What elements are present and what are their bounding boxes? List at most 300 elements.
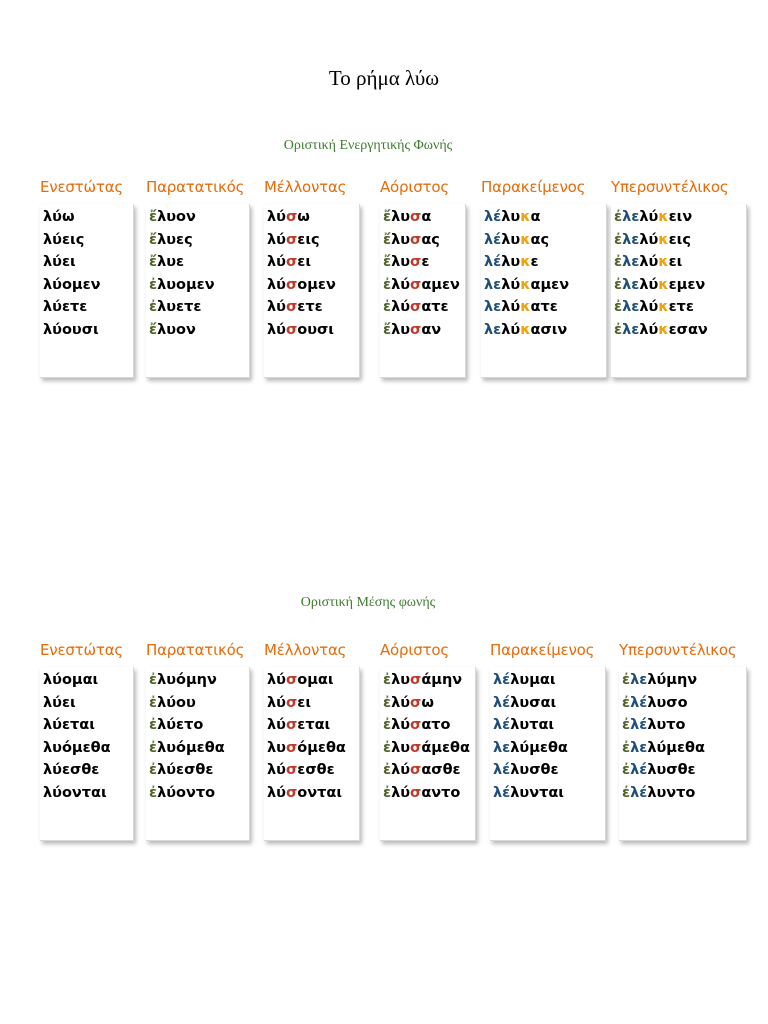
column-present [40,641,123,801]
verb-form-segment: λύ [501,276,521,293]
verb-form-segment: λέ [630,784,648,801]
verb-form-segment: λέ [493,672,511,688]
verb-form-segment: σ [410,254,422,271]
verb-form [149,319,249,342]
verb-form [484,229,606,252]
verb-form [622,759,746,782]
verb-form-segment: λυσαι [510,694,557,711]
verb-form-segment: ατε [530,299,558,316]
verb-form-segment: λύ [391,694,411,711]
verb-form-segment: ε [421,254,430,271]
verb-form-segment: λύμεθα [647,739,705,756]
column-aorist [380,641,470,801]
verb-form-segment: σ [285,254,298,271]
verb-form-segment: λυ [501,231,521,248]
verb-form-segment: σ [410,209,422,225]
forms-box [490,667,606,841]
verb-form-segment: εσθε [297,762,335,779]
verb-form-segment: ἐ [614,231,623,248]
section-title-middle: Οριστική Μέσης φωνής [300,595,436,610]
verb-form-segment: σ [410,299,422,316]
verb-form [484,274,606,297]
column-imperfect [146,178,245,338]
verb-form-segment: λύ [391,276,411,293]
verb-form-segment: άμεθα [421,739,470,756]
verb-form-segment: λύ [391,784,411,801]
verb-form-segment: λύ [501,321,521,338]
verb-form-segment: λέ [484,209,502,225]
forms-box [380,204,466,378]
verb-form-segment: ας [421,231,440,248]
verb-form-segment: λε [622,254,640,271]
verb-form-segment: ω [421,694,434,711]
verb-form [43,206,133,229]
verb-form [383,251,465,274]
verb-form-segment: λύονται [43,784,107,801]
verb-form-segment: ἐ [149,672,158,688]
verb-form-segment: ατε [421,299,449,316]
verb-form-segment: λε [630,672,648,688]
verb-form-segment: λύει [43,254,76,271]
verb-form [149,692,249,715]
verb-form-segment: κ [520,254,531,271]
verb-form-segment: ἔ [383,254,392,271]
verb-form-segment: λύ [267,254,286,271]
column-header: Παρατατικός [146,641,245,659]
forms-box [40,667,134,841]
verb-form [484,319,606,342]
verb-form-segment: ἐ [149,784,158,801]
verb-form [43,319,133,342]
verb-form-segment: λύουσι [43,321,99,338]
column-header: Μέλλοντας [264,641,347,659]
column-perfect [481,178,586,338]
verb-form-segment: λέ [484,254,502,271]
forms-box [619,667,747,841]
verb-form-segment: λύεις [43,231,85,248]
verb-form-segment: λύ [639,254,659,271]
verb-form-segment: λύ [267,672,286,688]
verb-form [267,251,359,274]
verb-form-segment: ἔ [383,231,392,248]
verb-form-segment: λυ [501,254,521,271]
verb-form-segment: λέ [493,717,511,734]
verb-form-segment: λυον [157,209,196,225]
column-pluperfect [611,178,729,338]
forms-box [264,667,360,841]
verb-form [267,229,359,252]
verb-form-segment: σ [410,762,422,779]
verb-form-segment: λυ [391,321,411,338]
forms-box [146,204,250,378]
verb-form-segment: σ [285,299,298,316]
verb-form-segment: λύ [639,321,659,338]
verb-form [43,669,133,692]
verb-form-segment: σ [285,321,298,338]
verb-form [614,319,746,342]
verb-form [622,714,746,737]
verb-form-segment: λύμεθα [510,739,568,756]
verb-form [43,782,133,805]
verb-form-segment: ω [297,209,310,225]
verb-form-segment: ἔ [149,321,158,338]
verb-form-segment: λύ [391,299,411,316]
verb-form-segment: ἐ [383,717,392,734]
column-header: Αόριστος [380,178,449,196]
verb-form [149,296,249,319]
verb-form [493,782,605,805]
verb-form-segment: ουσι [297,321,334,338]
verb-form-segment: ἐ [149,276,158,293]
verb-form-segment: ἐ [383,784,392,801]
verb-form-segment: λύ [639,299,659,316]
verb-form-segment: σ [410,276,422,293]
column-header: Μέλλοντας [264,178,347,196]
verb-form-segment: αμεν [421,276,460,293]
verb-form [484,251,606,274]
verb-form-segment: λυόμην [157,672,217,688]
verb-form-segment: εις [297,231,320,248]
column-header: Ενεστώτας [40,178,123,196]
verb-form-segment: ἐ [383,672,392,688]
verb-form-segment: λύ [267,321,286,338]
verb-form-segment: ἐ [614,321,623,338]
verb-form-segment: κ [520,276,531,293]
verb-form-segment: ἐ [622,717,631,734]
column-imperfect [146,641,245,801]
verb-form-segment: ἐ [614,209,623,225]
verb-form-segment: κ [520,231,531,248]
verb-form [383,669,475,692]
verb-form [614,274,746,297]
verb-form-segment: σ [410,694,422,711]
verb-form-segment: λυσθε [647,762,696,779]
verb-form-segment: λε [484,299,502,316]
verb-form [267,714,359,737]
section-title-active: Οριστική Ενεργητικής Φωνής [283,138,453,153]
verb-form-segment: εις [668,231,691,248]
verb-form-segment: λε [484,276,502,293]
verb-form-segment: ἐ [149,717,158,734]
verb-form [383,296,465,319]
verb-form [149,251,249,274]
verb-form [383,229,465,252]
verb-form-segment: ἐ [622,762,631,779]
verb-form-segment: σ [285,784,298,801]
verb-form-segment: ετε [668,299,695,316]
verb-form [149,737,249,760]
verb-form-segment: ομεν [297,276,336,293]
verb-form-segment: λέ [493,784,511,801]
verb-form [383,714,475,737]
verb-form-segment: ἐ [149,299,158,316]
verb-form-segment: σ [285,276,298,293]
verb-form-segment: λύομεν [43,276,101,293]
verb-form-segment: λύ [391,762,411,779]
verb-form-segment: λυ [501,209,521,225]
verb-form-segment: ἔ [149,209,158,225]
verb-form [383,319,465,342]
verb-form [383,692,475,715]
column-header: Παρακείμενος [490,641,595,659]
verb-form-segment: ἐ [622,739,631,756]
verb-form-segment: λύ [639,231,659,248]
verb-form-segment: ἐ [383,762,392,779]
forms-box [611,204,747,378]
verb-form [493,669,605,692]
verb-form [43,274,133,297]
verb-form [622,669,746,692]
verb-form-segment: λυται [510,717,555,734]
verb-form-segment: ας [530,231,550,248]
forms-box [146,667,250,841]
column-present [40,178,123,338]
verb-form [149,714,249,737]
forms-box [380,667,476,841]
page-title: Το ρήμα λύω [328,66,440,90]
verb-form [622,782,746,805]
verb-form-segment: λυόμεθα [157,739,225,756]
verb-form-segment: λύου [157,694,196,711]
verb-form-segment: λυ [391,739,411,756]
column-header: Υπερσυντέλικος [619,641,737,659]
verb-form [484,206,606,229]
verb-form-segment: λύ [267,231,286,248]
verb-form-segment: ἔ [383,321,392,338]
verb-form-segment: ἐ [622,784,631,801]
verb-form-segment: ασθε [421,762,461,779]
verb-form-segment: λε [622,231,640,248]
verb-form-segment: ει [297,694,311,711]
verb-form [267,319,359,342]
verb-form-segment: ἐ [383,276,392,293]
verb-form-segment: ἐ [614,276,623,293]
verb-form-segment: ει [668,254,683,271]
verb-form-segment: σ [410,321,422,338]
verb-form-segment: κ [658,254,669,271]
verb-form [267,274,359,297]
verb-form [43,737,133,760]
verb-form-segment: λύεσθε [157,762,214,779]
verb-form-segment: λυ [391,672,411,688]
verb-form-segment: λύ [267,762,286,779]
verb-form-segment: λέ [493,762,511,779]
verb-form-segment: ἐ [614,254,623,271]
verb-form-segment: ετε [297,299,323,316]
verb-form-segment: κ [658,209,669,225]
verb-form [149,229,249,252]
verb-form [43,714,133,737]
verb-form-segment: σ [285,739,298,756]
verb-form-segment: λύ [267,299,286,316]
verb-form-segment: ἐ [149,739,158,756]
verb-form-segment: λύεσθε [43,762,100,779]
verb-form-segment: ἐ [383,694,392,711]
verb-form-segment: λύ [639,209,659,225]
verb-form-segment: ασιν [530,321,568,338]
verb-form-segment: ἐ [383,739,392,756]
verb-form [267,206,359,229]
verb-form-segment: λύει [43,694,76,711]
verb-form-segment: ἐ [383,299,392,316]
verb-form-segment: λε [484,321,502,338]
verb-form-segment: λυ [267,739,286,756]
verb-form-segment: εμεν [668,276,706,293]
verb-form-segment: αντο [421,784,461,801]
verb-form-segment: εσαν [668,321,708,338]
verb-form-segment: λύ [501,299,521,316]
verb-form-segment: ἐ [622,672,631,688]
verb-form-segment: εται [297,717,331,734]
verb-form-segment: ἔ [149,254,158,271]
verb-form-segment: ἐ [614,299,623,316]
verb-form-segment: κ [658,299,669,316]
verb-form [267,692,359,715]
column-header: Υπερσυντέλικος [611,178,729,196]
verb-form-segment: λύ [267,717,286,734]
verb-form-segment: ἐ [149,694,158,711]
verb-form-segment: λυσο [647,694,688,711]
verb-form [149,759,249,782]
column-future [264,178,347,338]
verb-form-segment: σ [410,784,422,801]
column-perfect [490,641,595,801]
verb-form-segment: λυσθε [510,762,559,779]
verb-form-segment: σ [285,762,298,779]
verb-form [383,759,475,782]
verb-form [493,714,605,737]
verb-form [622,737,746,760]
verb-form [614,206,746,229]
verb-form-segment: λε [493,739,511,756]
verb-form-segment: λύοντο [157,784,216,801]
verb-form-segment: λυόμεθα [43,739,111,756]
verb-form-segment: κ [520,321,531,338]
verb-form [149,274,249,297]
verb-form-segment: α [530,209,541,225]
column-header: Παρατατικός [146,178,245,196]
verb-form-segment: λύ [267,784,286,801]
forms-box [481,204,607,378]
verb-form-segment: κ [520,299,531,316]
verb-form-segment: σ [410,717,422,734]
verb-form-segment: λε [622,299,640,316]
verb-form-segment: λυ [391,254,411,271]
verb-form-segment: αν [421,321,442,338]
verb-form-segment: σ [285,231,298,248]
verb-form [43,296,133,319]
verb-form [614,229,746,252]
verb-form-segment: σ [285,209,298,225]
verb-form-segment: λε [630,739,648,756]
verb-form-segment: ἔ [383,209,392,225]
column-header: Αόριστος [380,641,449,659]
verb-form-segment: σ [285,694,298,711]
verb-form-segment: λυ [391,209,411,225]
column-header: Ενεστώτας [40,641,123,659]
verb-form [149,782,249,805]
verb-form-segment: λυετε [157,299,202,316]
forms-box [264,204,360,378]
verb-form-segment: α [421,209,432,225]
verb-form [383,274,465,297]
verb-form-segment: λυμαι [510,672,556,688]
verb-form-segment: σ [410,739,422,756]
verb-form-segment: λύ [267,276,286,293]
verb-form [267,296,359,319]
verb-form [43,229,133,252]
verb-form [614,251,746,274]
verb-form [493,759,605,782]
verb-form-segment: λυε [157,254,185,271]
verb-form-segment: λε [622,209,640,225]
verb-form [43,759,133,782]
verb-form-segment: λύ [639,276,659,293]
verb-form [267,759,359,782]
verb-form-segment: λυτο [647,717,686,734]
verb-form-segment: άμην [421,672,463,688]
verb-form [493,692,605,715]
verb-form-segment: κ [658,321,669,338]
verb-form-segment: λέ [493,694,511,711]
verb-form-segment: λύ [267,694,286,711]
verb-form-segment: λύετο [157,717,204,734]
verb-form [149,206,249,229]
verb-form-segment: λυντο [647,784,696,801]
verb-form-segment: αμεν [530,276,570,293]
forms-box [40,204,134,378]
verb-form-segment: λυνται [510,784,564,801]
verb-form-segment: λυον [157,321,196,338]
verb-form [383,737,475,760]
verb-form [493,737,605,760]
verb-form-segment: σ [285,672,298,688]
verb-form [383,206,465,229]
verb-form-segment: κ [658,231,669,248]
verb-form-segment: λυες [157,231,193,248]
verb-form [43,251,133,274]
verb-form-segment: κ [520,209,531,225]
verb-form-segment: λύετε [43,299,88,316]
verb-form-segment: ἔ [149,231,158,248]
verb-form [267,737,359,760]
column-aorist [380,178,460,338]
verb-form-segment: λύ [267,209,286,225]
verb-form-segment: λε [622,321,640,338]
verb-form-segment: λύεται [43,717,95,734]
verb-form [43,692,133,715]
verb-form-segment: λύ [391,717,411,734]
verb-form-segment: λέ [630,762,648,779]
verb-form-segment: λύω [43,209,75,225]
verb-form-segment: λυ [391,231,411,248]
verb-form-segment: ἐ [622,694,631,711]
verb-form-segment: λύμην [647,672,698,688]
verb-form-segment: όμεθα [297,739,346,756]
verb-form-segment: λέ [630,717,648,734]
column-header: Παρακείμενος [481,178,586,196]
verb-form-segment: ομαι [297,672,334,688]
verb-form [149,669,249,692]
verb-form [622,692,746,715]
verb-form-segment: λέ [630,694,648,711]
verb-form-segment: ἐ [149,762,158,779]
verb-form-segment: λε [622,276,640,293]
verb-form-segment: ατο [421,717,451,734]
verb-form-segment: λύομαι [43,672,99,688]
verb-form-segment: ονται [297,784,342,801]
verb-form-segment: ε [530,254,539,271]
